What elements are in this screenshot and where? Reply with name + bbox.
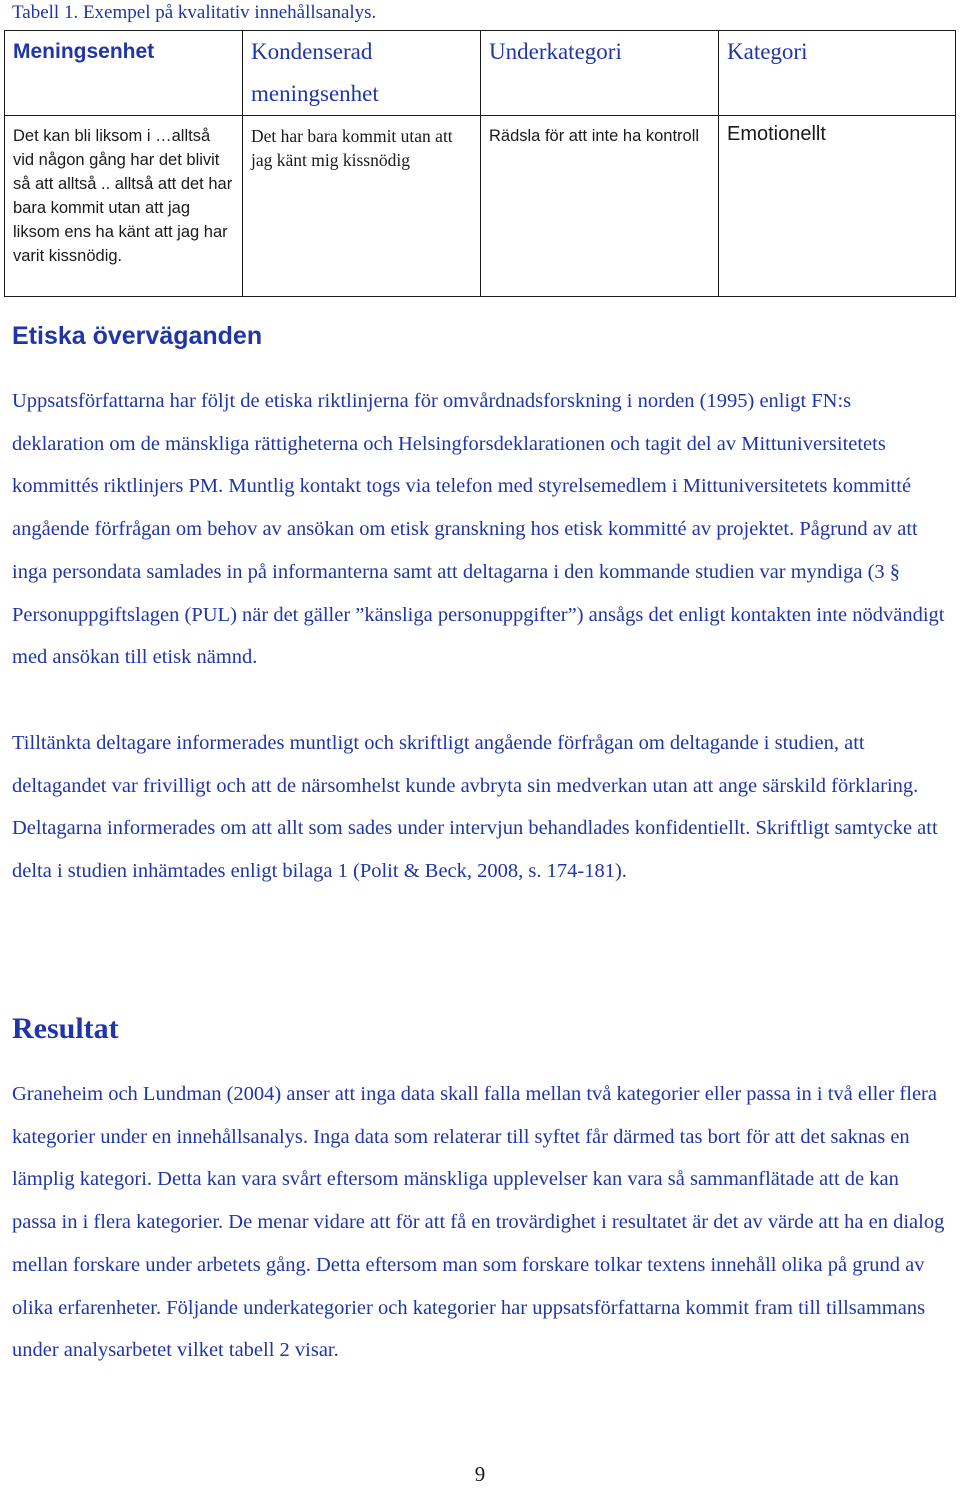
cell-underkategori: Rädsla för att inte ha kontroll [481,116,719,297]
table-row [5,116,956,297]
cell-meningsenhet: Det kan bli liksom i …alltså vid någon gång har det blivit så att alltså .. alltså att det har bara kommit utan att jag liksom ens ha känt att jag har varit kissnödig. [5,116,243,297]
paragraph-etik-1: Uppsatsförfattarna har följt de etiska riktlinjerna för omvårdnadsforskning i norden (1995) enligt FN:s deklaration om de mänskliga rättigheterna och Helsingforsdeklarationen och tagit del av Mittuniversitetets kommittés riktlinjers PM. Muntlig kontakt togs via telefon med styrelsemedlem i Mittuniversitetets kommitté angående förfrågan om behov av ansökan om etisk granskning hos etisk kommitté av projektet. Pågrund av att inga persondata samlades in på informanterna samt att deltagarna i den kommande studien var myndiga (3 § Personuppgiftslagen (PUL) när det gäller ”känsliga personuppgifter”) ansågs det enligt kontakten inte nödvändigt med ansökan till etisk nämnd. [12,390,945,669]
header-kondenserad-line2: meningsenhet [251,81,379,106]
header-kondenserad-line1: Kondenserad [251,39,373,64]
table-caption: Tabell 1. Exempel på kvalitativ innehållsanalys. [12,2,377,23]
heading-etiska-overvaganden: Etiska överväganden [12,322,263,350]
header-kategori: Kategori [719,31,956,116]
cell-kategori: Emotionellt [719,116,956,297]
table-header-row [5,31,956,116]
cell-kondenserad: Det har bara kommit utan att jag känt mig kissnödig [243,116,481,297]
paragraph-etik-2: Tilltänkta deltagare informerades muntligt och skriftligt angående förfrågan om deltagande i studien, att deltagandet var frivilligt och att de närsomhelst kunde avbryta sin medverkan utan att ange särskild förklaring. Deltagarna informerades om att allt som sades under intervjun behandlades konfidentiellt. Skriftligt samtycke att delta i studien inhämtades enligt bilaga 1 (Polit & Beck, 2008, s. 174-181). [12,732,938,883]
header-kondenserad [243,31,481,116]
page-number: 9 [474,1462,486,1486]
paragraph-resultat: Graneheim och Lundman (2004) anser att inga data skall falla mellan två kategorier eller passa in i två eller flera kategorier under en innehållsanalys. Inga data som relaterar till syftet får därmed tas bort för att det saknas en lämplig kategori. Detta kan vara svårt eftersom mänskliga upplevelser kan vara så sammanflätade att de kan passa in i flera kategorier. De menar vidare att för att få en trovärdighet i resultatet är det av värde att ha en dialog mellan forskare under arbetets gång. Detta eftersom man som forskare tolkar textens innehåll olika på grund av olika erfarenheter. Följande underkategorier och kategorier har uppsatsförfattarna kommit fram till tillsammans under analysarbetet vilket tabell 2 visar. [12,1083,945,1362]
header-meningsenhet: Meningsenhet [5,31,243,116]
header-underkategori: Underkategori [481,31,719,116]
analysis-table [4,30,956,297]
heading-resultat: Resultat [12,1012,119,1045]
